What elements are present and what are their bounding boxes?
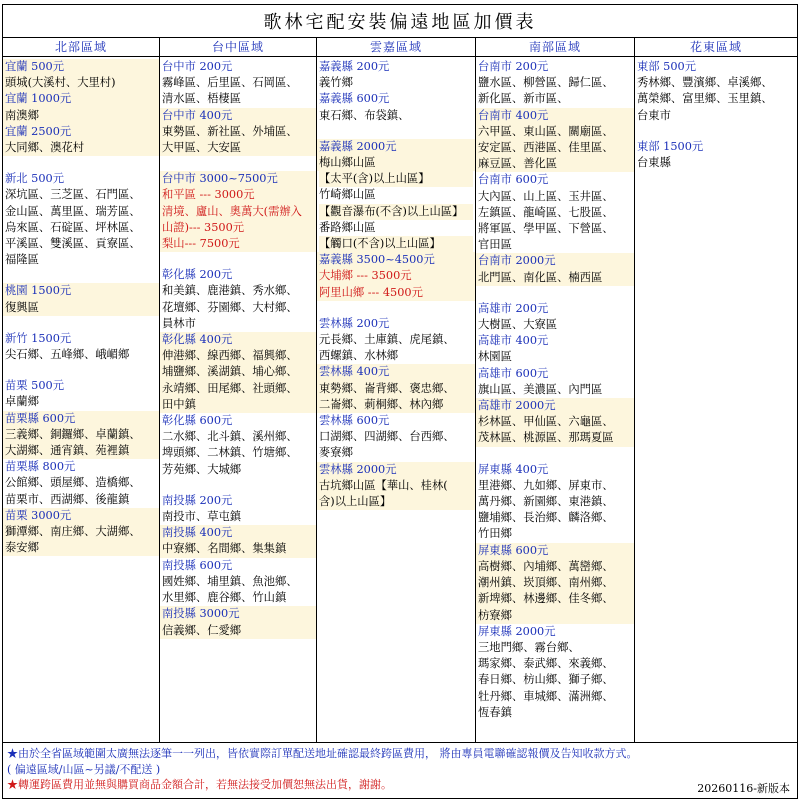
price-group: [476, 301, 634, 333]
area-list: 【觀音瀑布(不含)以上山區】: [319, 204, 473, 220]
area-list: 萬丹鄉、新園鄉、東港鎮、: [478, 495, 614, 509]
price-group: [160, 493, 316, 525]
area-list: 復興區: [5, 300, 39, 314]
area-list: 三地門鄉、霧台鄉、: [478, 640, 580, 654]
area-list: 清水區、梧棲區: [162, 92, 242, 106]
area-list: 山證)--- 3500元: [162, 220, 245, 234]
group-spacer: [476, 447, 634, 462]
area-list: 官田區: [478, 238, 512, 252]
region-grid: [2, 38, 798, 743]
area-list: 平溪區、雙溪區、貢寮區、: [5, 237, 141, 251]
area-list: 義竹鄉: [319, 76, 353, 90]
column-body: [160, 57, 316, 742]
area-list: 尖石鄉、五峰鄉、峨嵋鄉: [5, 348, 130, 362]
note-line: ★轉運跨區費用並無與購買商品金額合計，若無法接受加價恕無法出貨，謝謝。: [7, 778, 392, 791]
price-heading: 雲林縣 400元: [319, 365, 390, 379]
group-spacer: [3, 316, 159, 331]
area-list: 阿里山鄉 --- 4500元: [319, 285, 423, 299]
group-spacer: [160, 156, 316, 171]
price-heading: 嘉義縣 200元: [319, 60, 390, 73]
area-list: 潮州鎮、崁頂鄉、南州鄉、: [478, 576, 614, 590]
version-label: 20260116-新版本: [697, 782, 790, 795]
price-group: [476, 59, 634, 108]
area-list: 含)以上山區】: [319, 495, 392, 509]
price-group: [3, 331, 159, 363]
group-spacer: [635, 124, 797, 139]
area-list: 台東市: [637, 108, 671, 122]
price-heading: 高雄市 2000元: [478, 399, 556, 413]
area-list: 左鎮區、龍崎區、七股區、: [478, 205, 614, 219]
column-body: [635, 57, 797, 742]
price-heading: 彰化縣 600元: [162, 414, 233, 428]
area-list: 里港鄉、九如鄉、屏東市、: [478, 478, 614, 492]
area-list: 埤頭鄉、二林鎮、竹塘鄉、: [162, 446, 298, 460]
price-group: [317, 364, 475, 413]
area-list: 梨山--- 7500元: [162, 237, 240, 251]
price-group: [3, 508, 159, 557]
area-list: 麻豆區、善化區: [478, 157, 558, 171]
area-list: 瑪家鄉、泰武鄉、來義鄉、: [478, 657, 614, 671]
area-list: 南投市、草屯鎮: [162, 510, 242, 524]
column-header: 台中區域: [160, 38, 316, 57]
price-group: [317, 171, 475, 252]
area-list: 大內區、山上區、玉井區、: [478, 189, 614, 203]
price-group: [160, 558, 316, 607]
area-list: 泰安鄉: [5, 541, 39, 555]
price-group: [476, 398, 634, 447]
price-heading: 苗栗縣 600元: [5, 411, 76, 425]
area-list: 三義鄉、銅鑼鄉、卓蘭鎮、: [5, 427, 141, 441]
column-body: [3, 57, 159, 742]
group-spacer: [317, 124, 475, 139]
price-heading: 屏東縣 400元: [478, 462, 549, 476]
column-header: 南部區域: [476, 38, 634, 57]
area-list: 員林市: [162, 316, 196, 330]
column-body: [317, 57, 475, 742]
area-list: 東勢區、新社區、外埔區、: [162, 124, 298, 138]
price-group: [476, 543, 634, 624]
price-group: [3, 59, 159, 91]
price-group: [3, 91, 159, 123]
price-group: [3, 283, 159, 315]
area-list: 二水鄉、北斗鎮、溪州鄉、: [162, 430, 298, 444]
price-heading: 雲林縣 2000元: [319, 462, 397, 476]
area-list: 大湖鄉、通宵鎮、苑裡鎮: [5, 444, 130, 458]
area-list: 頭城(大溪村、大里村): [5, 76, 116, 90]
area-list: 和美鎮、鹿港鎮、秀水鄉、: [162, 284, 298, 298]
price-group: [160, 267, 316, 332]
price-group: [160, 332, 316, 413]
price-heading: 台南市 600元: [478, 173, 549, 187]
price-group: [476, 108, 634, 173]
price-group: [317, 139, 475, 171]
price-heading: 台南市 2000元: [478, 254, 556, 268]
area-list: 杉林區、甲仙區、六龜區、: [478, 415, 614, 429]
area-list: 旗山區、美濃區、內門區: [478, 382, 603, 396]
price-group: [476, 253, 634, 285]
area-list: 秀林鄉、豐濱鄉、卓溪鄉、: [637, 76, 773, 90]
price-group: [160, 108, 316, 157]
area-list: 新化區、新市區、: [478, 92, 569, 106]
area-list: 大樹區、大寮區: [478, 318, 558, 332]
price-group: [160, 171, 316, 252]
area-list: 金山區、萬里區、瑞芳區、: [5, 204, 141, 218]
area-list: 信義鄉、仁愛鄉: [162, 623, 242, 637]
price-table: [2, 4, 798, 799]
price-heading: 嘉義縣 600元: [319, 92, 390, 106]
area-list: 竹田鄉: [478, 527, 512, 541]
area-list: 【觸口(不含)以上山區】: [319, 236, 473, 252]
price-group: [3, 378, 159, 410]
price-heading: 東部 1500元: [637, 139, 704, 153]
area-list: 將軍區、學甲區、下營區、: [478, 222, 614, 236]
region-column-taichung: [160, 38, 317, 742]
price-heading: 台中市 3000~7500元: [162, 172, 278, 186]
area-list: 田中鎮: [162, 397, 196, 411]
price-group: [476, 624, 634, 721]
price-heading: 苗栗縣 800元: [5, 460, 76, 474]
price-group: [317, 413, 475, 462]
region-column-south: [476, 38, 635, 742]
area-list: 獅潭鄉、南庄鄉、大湖鄉、: [5, 525, 141, 539]
price-group: [317, 462, 475, 511]
price-heading: 雲林縣 600元: [319, 414, 390, 428]
price-group: [3, 459, 159, 508]
price-group: [160, 525, 316, 557]
area-list: 霧峰區、后里區、石岡區、: [162, 76, 298, 90]
area-list: 國姓鄉、埔里鎮、魚池鄉、: [162, 574, 298, 588]
area-list: 西螺鎮、水林鄉: [319, 349, 399, 363]
price-heading: 高雄市 600元: [478, 366, 549, 380]
price-heading: 南投縣 3000元: [162, 607, 240, 621]
page-title: 歌林宅配安裝偏遠地區加價表: [2, 4, 798, 38]
price-heading: 屏東縣 600元: [478, 543, 549, 557]
price-group: [317, 91, 475, 123]
area-list: 大埔鄉 --- 3500元: [319, 269, 412, 283]
area-list: 番路鄉山區: [319, 220, 376, 234]
region-column-north: [3, 38, 160, 742]
group-spacer: [3, 268, 159, 283]
note-line: ( 偏遠區域/山區~另議/不配送 ): [7, 762, 161, 776]
area-list: 東石鄉、布袋鎮、: [319, 108, 410, 122]
area-list: 中寮鄉、名間鄉、集集鎮: [162, 542, 287, 556]
column-header: 花東區域: [635, 38, 797, 57]
area-list: 古坑鄉山區【華山、桂林(: [319, 478, 448, 492]
area-list: 恆春鎮: [478, 705, 512, 719]
column-header: 雲嘉區域: [317, 38, 475, 57]
price-heading: 苗栗 500元: [5, 379, 65, 393]
area-list: 新埤鄉、林邊鄉、佳冬鄉、: [478, 592, 614, 606]
area-list: 卓蘭鄉: [5, 395, 39, 409]
price-group: [3, 171, 159, 268]
price-heading: 宜蘭 2500元: [5, 124, 72, 138]
area-list: 水里鄉、鹿谷鄉、竹山鎮: [162, 591, 287, 605]
notes-box: [2, 743, 798, 799]
region-column-east: [635, 38, 798, 742]
area-list: 芳苑鄉、大城鄉: [162, 462, 242, 476]
price-heading: 南投縣 600元: [162, 558, 233, 572]
area-list: 【太平(含)以上山區】: [319, 171, 473, 187]
column-header: 北部區域: [3, 38, 159, 57]
area-list: 南澳鄉: [5, 108, 39, 122]
area-list: 二崙鄉、莿桐鄉、林內鄉: [319, 397, 444, 411]
price-heading: 嘉義縣 3500~4500元: [319, 253, 435, 267]
price-heading: 屏東縣 2000元: [478, 624, 556, 638]
area-list: 麥寮鄉: [319, 446, 353, 460]
price-group: [3, 411, 159, 460]
area-list: 深坑區、三芝區、石門區、: [5, 188, 141, 202]
area-list: 口湖鄉、四湖鄉、台西鄉、: [319, 430, 455, 444]
price-group: [476, 366, 634, 398]
price-group: [3, 124, 159, 156]
price-heading: 新竹 1500元: [5, 331, 72, 345]
price-group: [317, 59, 475, 91]
area-list: 福隆區: [5, 253, 39, 267]
area-list: 六甲區、東山區、關廟區、: [478, 124, 614, 138]
area-list: 梅山鄉山區: [319, 156, 376, 170]
price-heading: 高雄市 400元: [478, 334, 549, 348]
group-spacer: [160, 478, 316, 493]
group-spacer: [160, 252, 316, 267]
area-list: 北門區、南化區、楠西區: [478, 270, 603, 284]
note-line: ★由於全省區域範圍太廣無法逐筆一一列出，皆依實際訂單配送地址確認最終跨區費用， 將由專員電聯確認報價及告知收款方式。: [7, 747, 638, 760]
price-heading: 彰化縣 200元: [162, 268, 233, 282]
price-group: [160, 606, 316, 638]
area-list: 牡丹鄉、車城鄉、滿洲鄉、: [478, 689, 614, 703]
price-group: [476, 333, 634, 365]
price-heading: 新北 500元: [5, 172, 65, 186]
price-group: [317, 252, 475, 301]
group-spacer: [3, 156, 159, 171]
area-list: 台東縣: [637, 156, 671, 170]
price-heading: 宜蘭 1000元: [5, 92, 72, 106]
area-list: 大甲區、大安區: [162, 141, 242, 155]
price-group: [160, 413, 316, 478]
price-heading: 南投縣 200元: [162, 493, 233, 507]
price-heading: 彰化縣 400元: [162, 333, 233, 347]
area-list: 大同鄉、澳花村: [5, 141, 85, 155]
region-column-yunchia: [317, 38, 476, 742]
area-list: 春日鄉、枋山鄉、獅子鄉、: [478, 673, 614, 687]
area-list: 烏來區、石碇區、坪林區、: [5, 220, 141, 234]
area-list: 鹽埔鄉、長治鄉、麟洛鄉、: [478, 511, 614, 525]
price-heading: 台南市 200元: [478, 60, 549, 73]
price-heading: 東部 500元: [637, 60, 697, 73]
area-list: 枋寮鄉: [478, 608, 512, 622]
column-body: [476, 57, 634, 742]
price-group: [635, 139, 797, 171]
price-heading: 台南市 400元: [478, 108, 549, 122]
price-group: [476, 462, 634, 543]
price-heading: 嘉義縣 2000元: [319, 139, 397, 153]
price-heading: 高雄市 200元: [478, 301, 549, 315]
price-heading: 桃園 1500元: [5, 284, 72, 298]
price-group: [317, 316, 475, 365]
area-list: 花壇鄉、芬園鄉、大村鄉、: [162, 300, 298, 314]
area-list: 苗栗市、西湖鄉、後龍鎮: [5, 492, 130, 506]
area-list: 竹崎鄉山區: [319, 188, 376, 202]
price-heading: 宜蘭 500元: [5, 60, 65, 73]
price-heading: 南投縣 400元: [162, 526, 233, 540]
area-list: 埔鹽鄉、溪湖鎮、埔心鄉、: [162, 365, 298, 379]
area-list: 林園區: [478, 350, 512, 364]
price-group: [635, 59, 797, 124]
area-list: 安定區、西港區、佳里區、: [478, 141, 614, 155]
group-spacer: [317, 301, 475, 316]
price-heading: 苗栗 3000元: [5, 508, 72, 522]
price-group: [160, 59, 316, 108]
price-heading: 台中市 200元: [162, 60, 233, 73]
area-list: 高樹鄉、內埔鄉、萬巒鄉、: [478, 559, 614, 573]
group-spacer: [3, 363, 159, 378]
area-list: 東勢鄉、崙背鄉、褒忠鄉、: [319, 381, 455, 395]
area-list: 公館鄉、頭屋鄉、造橋鄉、: [5, 476, 141, 490]
area-list: 元長鄉、土庫鎮、虎尾鎮、: [319, 333, 455, 347]
area-list: 茂林區、桃源區、那瑪夏區: [478, 431, 614, 445]
area-list: 永靖鄉、田尾鄉、社頭鄉、: [162, 381, 298, 395]
area-list: 鹽水區、柳營區、歸仁區、: [478, 76, 614, 90]
area-list: 萬榮鄉、富里鄉、玉里鎮、: [637, 92, 773, 106]
area-list: 清境、廬山、奧萬大(需辦入: [162, 204, 302, 218]
group-spacer: [476, 286, 634, 301]
area-list: 伸港鄉、線西鄉、福興鄉、: [162, 349, 298, 363]
area-list: 和平區 --- 3000元: [162, 188, 255, 202]
price-group: [476, 172, 634, 253]
price-heading: 雲林縣 200元: [319, 316, 390, 330]
price-heading: 台中市 400元: [162, 108, 233, 122]
